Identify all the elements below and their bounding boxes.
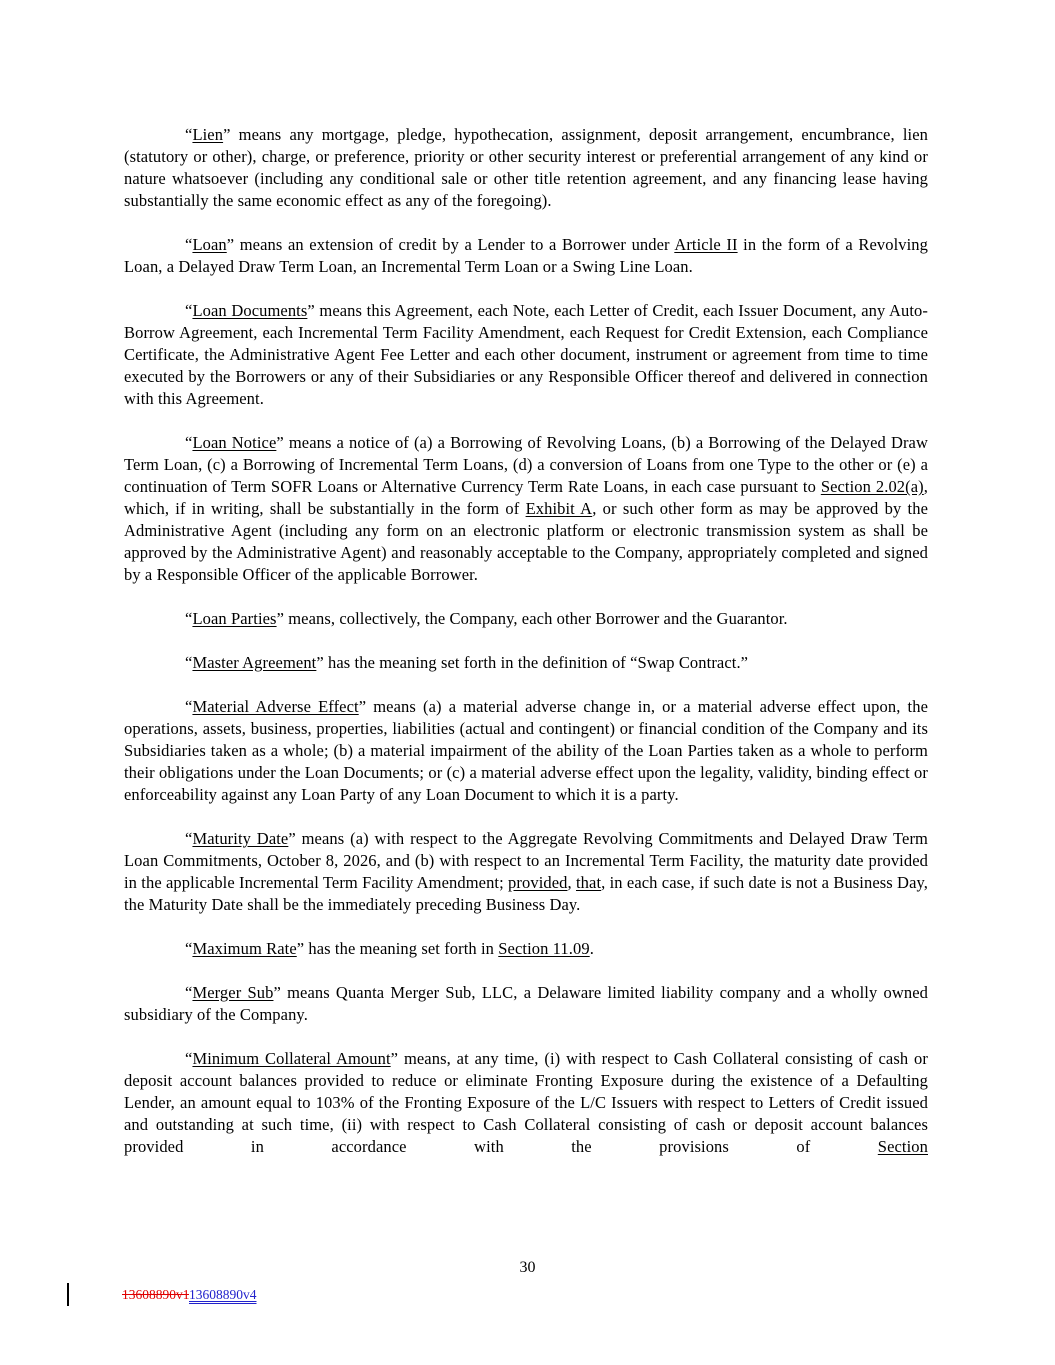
text-run: “ <box>185 653 193 672</box>
underlined-text: Article II <box>674 235 738 254</box>
underlined-text: Loan Notice <box>192 433 277 452</box>
definition-maturity-date <box>124 828 928 916</box>
definition-maximum-rate <box>124 938 928 960</box>
text-run: ” means (a) with respect to the Aggregate Revolving Commitments and Delayed Draw Term Loan Commitments, October 8, 2026, and (b) with respect to an Incremental Term Facility, the maturity date provided in the applicable Incremental Term Facility Amendment; <box>124 829 928 892</box>
underlined-text: provided <box>508 873 568 892</box>
underlined-text: that <box>575 873 602 892</box>
definition-loan-documents <box>124 300 928 410</box>
text-run: “ <box>185 697 193 716</box>
underlined-text: Lien <box>192 125 224 144</box>
text-run: “ <box>185 829 193 848</box>
underlined-text: Loan <box>192 235 227 254</box>
definition-material-adverse-effect <box>124 696 928 806</box>
definitions-section <box>124 124 928 1180</box>
underlined-text: Maximum Rate <box>192 939 297 958</box>
definition-loan-notice <box>124 432 928 586</box>
text-run: ” has the meaning set forth in <box>296 939 499 958</box>
deleted-version-stamp: 13608890v1 <box>122 1287 189 1302</box>
definition-loan-parties <box>124 608 928 630</box>
text-run: “ <box>185 609 193 628</box>
underlined-text: Section <box>877 1137 928 1156</box>
underlined-text: Merger Sub <box>192 983 274 1002</box>
underlined-text: Minimum Collateral Amount <box>192 1049 391 1068</box>
text-run: “ <box>185 301 193 320</box>
text-run: ” means any mortgage, pledge, hypothecation, assignment, deposit arrangement, encumbrance, lien (statutory or other), charge, or preference, priority or other security interest or preferential arrangement of any kind or nature whatsoever (including any conditional sale or other title retention agreement, and any financing lease having substantially the same economic effect as any of the foregoing). <box>124 125 928 210</box>
text-run: ” means a notice of (a) a Borrowing of Revolving Loans, (b) a Borrowing of the Delayed Draw Term Loan, (c) a Borrowing of Incremental Term Loans, (d) a conversion of Loans from one Type to the other or (e) a continuation of Term SOFR Loans or Alternative Currency Term Rate Loans, in each case pursuant to <box>124 433 928 496</box>
underlined-text: Maturity Date <box>192 829 289 848</box>
definition-master-agreement <box>124 652 928 674</box>
text-run: “ <box>185 235 193 254</box>
text-run: , or such other form as may be approved by the Administrative Agent (including any form on an electronic platform or electronic transmission system as shall be approved by the Administrative Agent) and reasonably acceptable to the Company, appropriately completed and signed by a Responsible Officer of the applicable Borrower. <box>124 499 928 584</box>
inserted-version-stamp: 13608890v4 <box>189 1287 257 1302</box>
text-run: “ <box>185 1049 193 1068</box>
definition-loan <box>124 234 928 278</box>
text-run: , in each case, if such date is not a Business Day, the Maturity Date shall be the immediately preceding Business Day. <box>124 873 929 914</box>
text-run: “ <box>185 983 193 1002</box>
definition-lien <box>124 124 928 212</box>
text-run: “ <box>185 433 193 452</box>
text-run: ” means (a) a material adverse change in, or a material adverse effect upon, the operations, assets, business, properties, liabilities (actual and contingent) or financial condition of the Company and its Subsidiaries taken as a whole; (b) a material impairment of the ability of the Loan Parties taken as a whole to perform their obligations under the Loan Documents; or (c) a material adverse effect upon the legality, validity, binding effect or enforceability against any Loan Party of any Loan Document to which it is a party. <box>124 697 928 804</box>
text-run: ” means an extension of credit by a Lender to a Borrower under <box>226 235 675 254</box>
text-run: ” means this Agreement, each Note, each Letter of Credit, each Issuer Document, any Auto-Borrow Agreement, each Incremental Term Facility Amendment, each Request for Credit Extension, each Compliance Certificate, the Administrative Agent Fee Letter and each other document, instrument or agreement from time to time executed by the Borrowers or any of their Subsidiaries or any Responsible Officer thereof and delivered in connection with this Agreement. <box>124 301 928 408</box>
underlined-text: Section 11.09 <box>498 939 590 958</box>
text-run: ” means Quanta Merger Sub, LLC, a Delaware limited liability company and a wholly owned subsidiary of the Company. <box>124 983 928 1024</box>
text-run: “ <box>185 125 193 144</box>
underlined-text: Loan Parties <box>192 609 277 628</box>
underlined-text: Section 2.02(a) <box>820 477 924 496</box>
document-version-stamp <box>122 1286 257 1303</box>
text-run: , which, if in writing, shall be substantially in the form of <box>124 477 929 518</box>
change-bar <box>67 1283 69 1306</box>
text-run: , <box>567 873 576 892</box>
text-run: ” has the meaning set forth in the definition of “Swap Contract.” <box>316 653 749 672</box>
text-run: in the form of a Revolving Loan, a Delayed Draw Term Loan, an Incremental Term Loan or a Swing Line Loan. <box>124 235 928 276</box>
text-run: ” means, collectively, the Company, each other Borrower and the Guarantor. <box>276 609 788 628</box>
text-run: ” means, at any time, (i) with respect to Cash Collateral consisting of cash or deposit account balances provided to reduce or eliminate Fronting Exposure during the existence of a Defaulting Lender, an amount equal to 103% of the Fronting Exposure of the L/C Issuers with respect to Letters of Credit issued and outstanding at such time, (ii) with respect to Cash Collateral consisting of cash or deposit account balances provided in accordance with the provisions of <box>124 1049 928 1156</box>
definition-merger-sub <box>124 982 928 1026</box>
page-number: 30 <box>519 1259 536 1276</box>
underlined-text: Exhibit A <box>525 499 593 518</box>
underlined-text: Material Adverse Effect <box>192 697 359 716</box>
underlined-text: Master Agreement <box>192 653 317 672</box>
underlined-text: Loan Documents <box>192 301 308 320</box>
text-run: “ <box>185 939 193 958</box>
definition-minimum-collateral-amount <box>124 1048 928 1158</box>
text-run: . <box>589 939 594 958</box>
